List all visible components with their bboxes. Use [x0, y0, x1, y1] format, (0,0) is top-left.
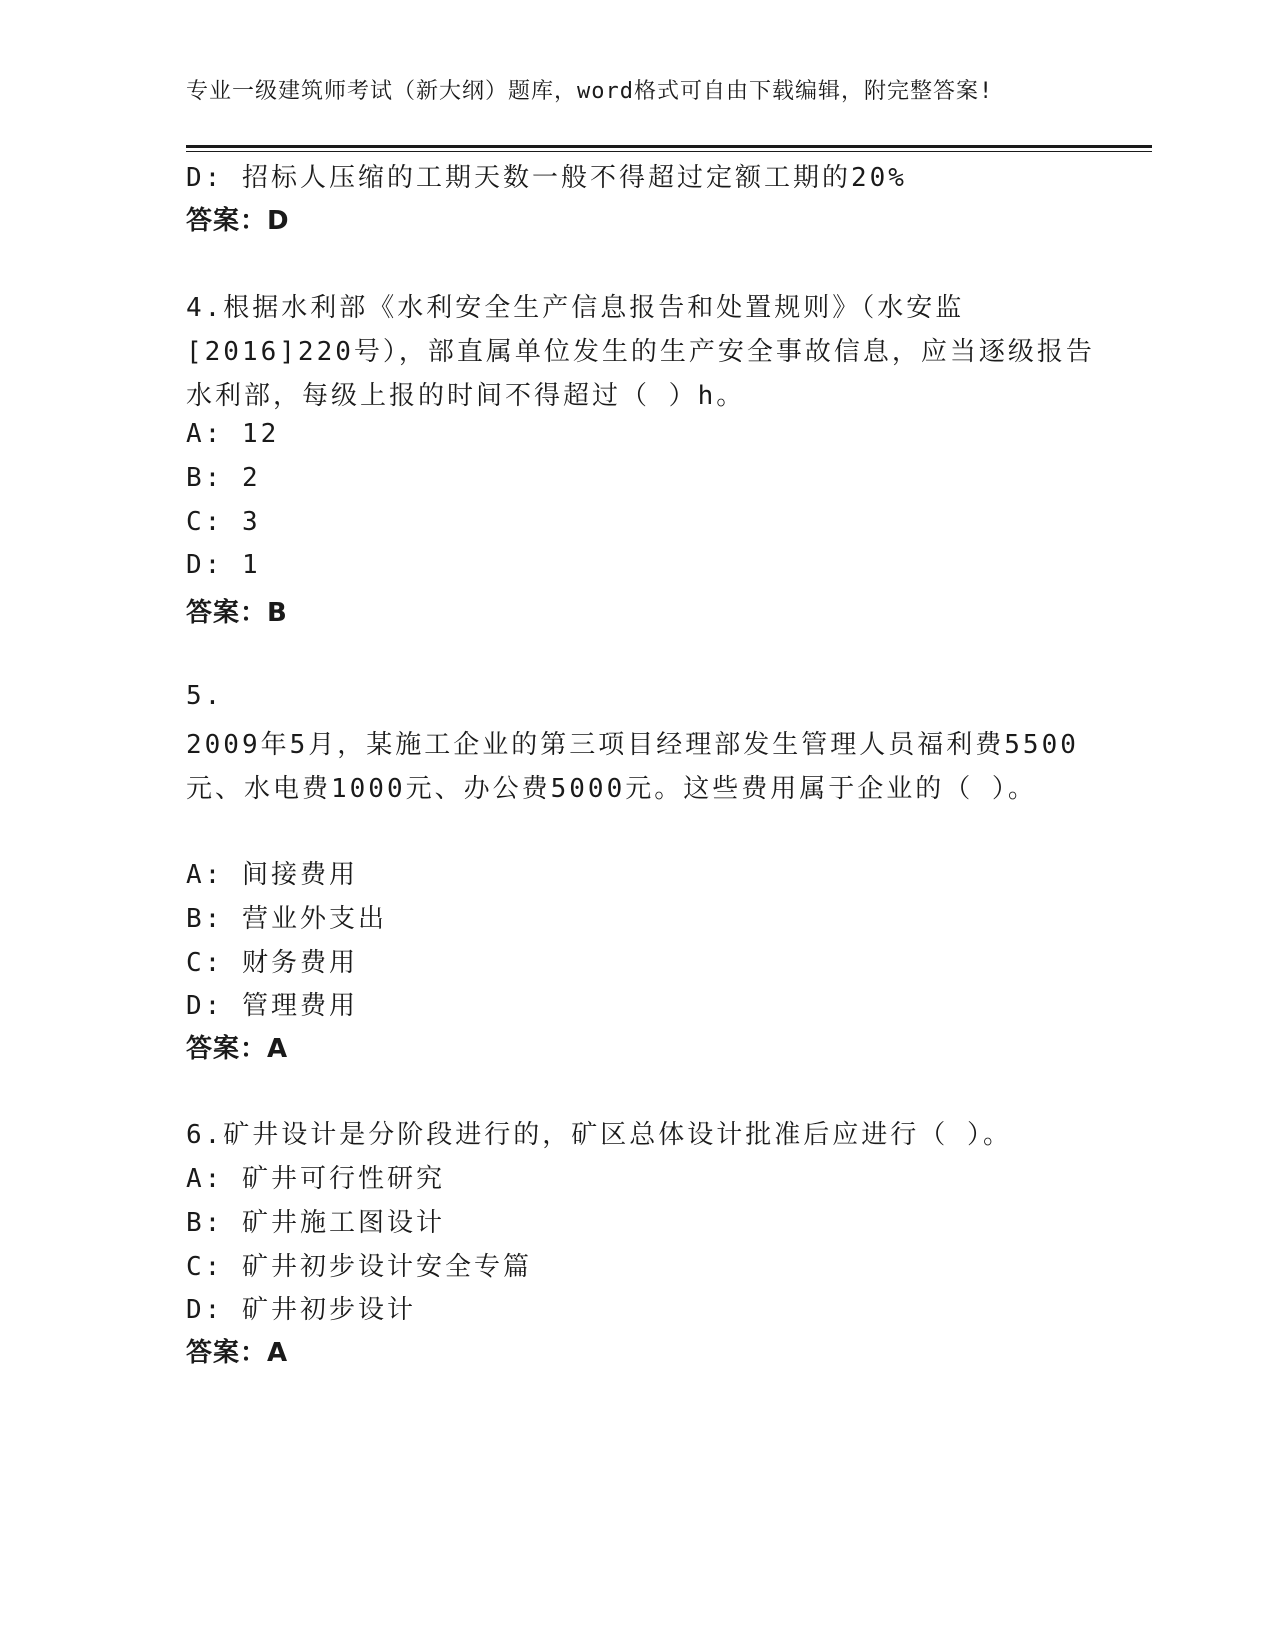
header-divider-thin [186, 151, 1152, 152]
q5-option-c: C: 财务费用 [186, 948, 358, 978]
header-divider-thick [186, 145, 1152, 148]
q4-text-line1: 4.根据水利部《水利安全生产信息报告和处置规则》（水安监 [186, 293, 965, 323]
q4-option-c: C: 3 [186, 507, 261, 537]
q3-answer: 答案：D [186, 206, 290, 236]
q5-option-a: A: 间接费用 [186, 860, 358, 890]
q6-answer: 答案：A [186, 1338, 289, 1368]
q4-option-a: A: 12 [186, 419, 280, 449]
q5-number: 5. [186, 681, 224, 711]
q6-option-a: A: 矿井可行性研究 [186, 1164, 445, 1194]
q6-option-d: D: 矿井初步设计 [186, 1295, 416, 1325]
q5-option-d: D: 管理费用 [186, 991, 358, 1021]
q4-text-line3: 水利部，每级上报的时间不得超过（ ）h。 [186, 381, 746, 411]
q5-option-b: B: 营业外支出 [186, 904, 387, 934]
q3-option-d: D: 招标人压缩的工期天数一般不得超过定额工期的20% [186, 163, 907, 193]
q6-option-c: C: 矿井初步设计安全专篇 [186, 1252, 532, 1282]
page-header: 专业一级建筑师考试（新大纲）题库，word格式可自由下载编辑，附完整答案! [186, 79, 994, 104]
q5-text-line2: 元、水电费1000元、办公费5000元。这些费用属于企业的（ ）。 [186, 774, 1037, 804]
q4-option-d: D: 1 [186, 550, 261, 580]
q4-answer: 答案：B [186, 598, 288, 628]
q5-text-line1: 2009年5月，某施工企业的第三项目经理部发生管理人员福利费5500 [186, 730, 1079, 760]
q6-text-line1: 6.矿井设计是分阶段进行的，矿区总体设计批准后应进行（ ）。 [186, 1120, 1012, 1150]
q6-option-b: B: 矿井施工图设计 [186, 1208, 445, 1238]
q4-option-b: B: 2 [186, 463, 261, 493]
q4-text-line2: [2016]220号），部直属单位发生的生产安全事故信息，应当逐级报告 [186, 337, 1095, 367]
q5-answer: 答案：A [186, 1034, 289, 1064]
